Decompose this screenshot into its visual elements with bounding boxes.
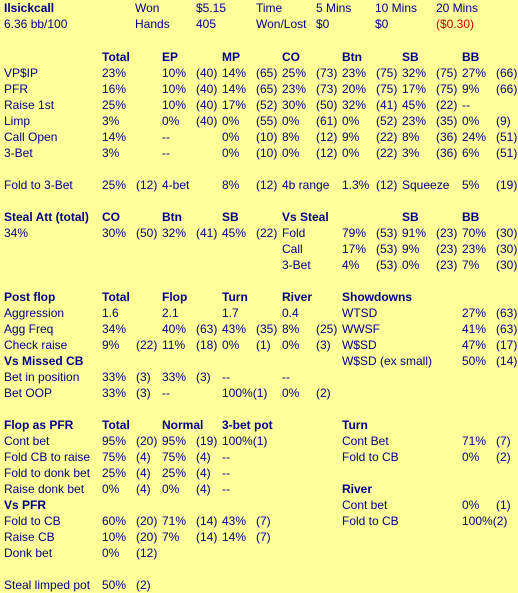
vs-steal-total: 79%	[342, 226, 367, 240]
preflop-mp-value: 14%	[222, 82, 247, 96]
vs-steal-total-sample: (53)	[376, 258, 398, 272]
vs-steal-title: Vs Steal	[282, 210, 329, 224]
vs-steal-header-bb: BB	[462, 210, 480, 224]
flop-pfr-normal-sample: (19)	[196, 434, 218, 448]
fourbet-range-value: 1.3%	[342, 178, 370, 192]
flop-pfr-normal: 95%	[162, 434, 187, 448]
fold-3bet-value: 25%	[102, 178, 127, 192]
hands-value: 405	[196, 17, 217, 31]
vs-pfr-normal-sample: (14)	[196, 530, 218, 544]
vs-steal-sb-sample: (23)	[436, 258, 458, 272]
vs-missed-cb-total: 33%	[102, 386, 127, 400]
flop-pfr-normal-sample: (4)	[196, 466, 211, 480]
postflop-flop: 40%	[162, 322, 187, 336]
flop-pfr-total: 75%	[102, 450, 127, 464]
vs-pfr-3bet: 14%	[222, 530, 247, 544]
preflop-bb-sample: (51)	[496, 146, 518, 160]
postflop-turn: 0%	[222, 338, 240, 352]
vs-pfr-total: 10%	[102, 530, 127, 544]
preflop-sb-value: 8%	[402, 130, 420, 144]
postflop-flop: 11%	[162, 338, 186, 352]
preflop-btn-value: 0%	[342, 114, 360, 128]
postflop-turn: 43%	[222, 322, 247, 336]
flop-pfr-total-sample: (4)	[136, 466, 151, 480]
preflop-ep-value: 0%	[162, 114, 180, 128]
preflop-row-label: VP$IP	[4, 66, 39, 80]
fourbet-range-sample: (12)	[376, 178, 398, 192]
preflop-sb-value: 23%	[402, 114, 427, 128]
flop-pfr-label: Fold to donk bet	[4, 466, 91, 480]
showdown-label: WTSD	[342, 306, 378, 320]
vs-pfr-3bet-sample: (7)	[256, 514, 271, 528]
preflop-ep-sample: (40)	[196, 114, 218, 128]
preflop-sb-value: 17%	[402, 82, 427, 96]
postflop-flop-sample: (18)	[196, 338, 218, 352]
showdown-value: 47%	[462, 338, 487, 352]
vs-pfr-total-sample: (12)	[136, 546, 158, 560]
preflop-co-sample: (73)	[316, 82, 338, 96]
postflop-river: 8%	[282, 322, 300, 336]
preflop-mp-value: 17%	[222, 98, 247, 112]
postflop-label: Check raise	[4, 338, 68, 352]
steal-header-co: CO	[102, 210, 120, 224]
time-20-value: ($0.30)	[436, 17, 475, 31]
flop-pfr-header-normal: Normal	[162, 418, 204, 432]
flop-pfr-total-sample: (4)	[136, 450, 151, 464]
preflop-btn-sample: (41)	[376, 98, 398, 112]
preflop-sb-value: 32%	[402, 66, 427, 80]
showdown-sample: (17)	[496, 338, 518, 352]
turn-label: Fold to CB	[342, 450, 399, 464]
showdown-label: W$SD	[342, 338, 377, 352]
steal-limped-value: 50%	[102, 578, 127, 592]
preflop-bb-sample: (66)	[496, 66, 518, 80]
preflop-co-value: 23%	[282, 82, 307, 96]
vs-missed-cb-flop: 33%	[162, 370, 187, 384]
fold-3bet-sample: (12)	[136, 178, 158, 192]
hands-label: Hands	[135, 17, 170, 31]
vs-steal-bb: 70%	[462, 226, 487, 240]
winrate: 6.36 bb/100	[4, 17, 68, 31]
vs-missed-cb-title: Vs Missed CB	[4, 354, 84, 368]
river-value: 0%	[462, 498, 480, 512]
vs-steal-bb-sample: (30)	[496, 226, 518, 240]
preflop-total: 14%	[102, 130, 127, 144]
showdown-label: W$SD (ex small)	[342, 354, 433, 368]
postflop-total: 34%	[102, 322, 127, 336]
flop-pfr-title: Flop as PFR	[4, 418, 74, 432]
vs-steal-total-sample: (53)	[376, 242, 398, 256]
preflop-btn-value: 0%	[342, 146, 360, 160]
preflop-mp-sample: (55)	[256, 114, 278, 128]
fourbet-range-label: 4b range	[282, 178, 330, 192]
vs-pfr-label: Raise CB	[4, 530, 55, 544]
turn-value: 0%	[462, 450, 480, 464]
vs-pfr-3bet: 43%	[222, 514, 247, 528]
preflop-co-value: 0%	[282, 146, 300, 160]
preflop-ep-sample: (40)	[196, 98, 218, 112]
vs-missed-cb-flop-sample: (3)	[196, 370, 211, 384]
vs-steal-sb-sample: (23)	[436, 226, 458, 240]
preflop-bb-value: 27%	[462, 66, 487, 80]
vs-steal-sb-sample: (23)	[436, 242, 458, 256]
flop-pfr-label: Raise donk bet	[4, 482, 85, 496]
preflop-header-bb: BB	[462, 50, 480, 64]
fold-3bet-label: Fold to 3-Bet	[4, 178, 73, 192]
steal-limped-sample: (2)	[136, 578, 151, 592]
postflop-river-sample: (3)	[316, 338, 331, 352]
steal-co: 30%	[102, 226, 127, 240]
time-5-label: 5 Mins	[316, 1, 352, 15]
preflop-row-label: PFR	[4, 82, 28, 96]
preflop-row-label: Raise 1st	[4, 98, 55, 112]
showdown-sample: (63)	[496, 322, 518, 336]
squeeze-sample: (19)	[496, 178, 518, 192]
vs-missed-cb-total: 33%	[102, 370, 127, 384]
preflop-ep-sample: (40)	[196, 66, 218, 80]
preflop-header-sb: SB	[402, 50, 419, 64]
preflop-sb-sample: (35)	[436, 114, 458, 128]
preflop-row-label: Call Open	[4, 130, 58, 144]
vs-pfr-3bet-sample: (7)	[256, 530, 271, 544]
postflop-title: Post flop	[4, 290, 56, 304]
river-label: Fold to CB	[342, 514, 399, 528]
vs-steal-sb: 91%	[402, 226, 427, 240]
preflop-row-label: 3-Bet	[4, 146, 33, 160]
won-label: Won	[135, 1, 160, 15]
vs-steal-total: 17%	[342, 242, 367, 256]
preflop-co-sample: (50)	[316, 98, 338, 112]
vs-steal-row-label: Call	[282, 242, 303, 256]
preflop-bb-value: --	[462, 98, 470, 112]
postflop-flop: 2.1	[162, 306, 179, 320]
preflop-header-co: CO	[282, 50, 300, 64]
turn-label: Cont Bet	[342, 434, 389, 448]
vs-pfr-total: 0%	[102, 546, 120, 560]
preflop-mp-value: 0%	[222, 114, 240, 128]
time-label: Time	[256, 1, 283, 15]
preflop-sb-sample: (22)	[436, 98, 458, 112]
postflop-header-flop: Flop	[162, 290, 188, 304]
preflop-mp-sample: (10)	[256, 130, 278, 144]
postflop-total: 1.6	[102, 306, 119, 320]
showdown-label: WWSF	[342, 322, 380, 336]
postflop-label: Aggression	[4, 306, 65, 320]
time-10-value: $0	[375, 17, 389, 31]
preflop-mp-sample: (52)	[256, 98, 278, 112]
vs-steal-row-label: 3-Bet	[282, 258, 311, 272]
preflop-total: 23%	[102, 66, 127, 80]
vs-pfr-normal: 7%	[162, 530, 180, 544]
preflop-mp-value: 0%	[222, 146, 240, 160]
preflop-sb-sample: (75)	[436, 66, 458, 80]
preflop-row-label: Limp	[4, 114, 31, 128]
turn-sample: (2)	[496, 450, 511, 464]
vs-missed-cb-flop: --	[162, 386, 170, 400]
steal-btn: 32%	[162, 226, 187, 240]
preflop-bb-value: 0%	[462, 114, 480, 128]
preflop-sb-value: 45%	[402, 98, 427, 112]
flop-pfr-normal-sample: (4)	[196, 450, 211, 464]
showdown-value: 27%	[462, 306, 487, 320]
preflop-btn-value: 20%	[342, 82, 367, 96]
preflop-header-total: Total	[102, 50, 130, 64]
steal-sb-sample: (22)	[256, 226, 278, 240]
preflop-total: 3%	[102, 114, 120, 128]
flop-pfr-total: 0%	[102, 482, 120, 496]
postflop-river-sample: (25)	[316, 322, 338, 336]
vs-steal-bb-sample: (30)	[496, 242, 518, 256]
wonlost-label: Won/Lost	[256, 17, 307, 31]
squeeze-label: Squeeze	[402, 178, 450, 192]
vs-missed-cb-total-sample: (3)	[136, 386, 151, 400]
vs-missed-cb-turn: --	[222, 370, 230, 384]
fourbet-value: 8%	[222, 178, 240, 192]
preflop-btn-sample: (22)	[376, 146, 398, 160]
vs-missed-cb-label: Bet OOP	[4, 386, 53, 400]
flop-pfr-normal: 75%	[162, 450, 187, 464]
postflop-label: Agg Freq	[4, 322, 54, 336]
preflop-mp-sample: (65)	[256, 66, 278, 80]
preflop-ep-value: 10%	[162, 66, 187, 80]
showdown-value: 50%	[462, 354, 487, 368]
showdowns-title: Showdowns	[342, 290, 412, 304]
preflop-btn-sample: (75)	[376, 82, 398, 96]
preflop-sb-sample: (75)	[436, 82, 458, 96]
vs-pfr-normal: 71%	[162, 514, 187, 528]
vs-steal-row-label: Fold	[282, 226, 306, 240]
preflop-mp-sample: (65)	[256, 82, 278, 96]
preflop-co-value: 0%	[282, 114, 300, 128]
fourbet-sample: (12)	[256, 178, 278, 192]
preflop-ep-value: --	[162, 130, 170, 144]
preflop-btn-value: 9%	[342, 130, 360, 144]
preflop-bb-value: 24%	[462, 130, 487, 144]
showdown-sample: (63)	[496, 306, 518, 320]
showdown-value: 41%	[462, 322, 487, 336]
flop-pfr-header-3bet: 3-bet pot	[222, 418, 273, 432]
preflop-btn-sample: (52)	[376, 114, 398, 128]
vs-steal-total: 4%	[342, 258, 360, 272]
flop-pfr-3bet: --	[222, 450, 230, 464]
vs-pfr-total: 60%	[102, 514, 127, 528]
steal-title: Steal Att (total)	[4, 210, 89, 224]
preflop-total: 16%	[102, 82, 127, 96]
preflop-co-sample: (12)	[316, 146, 338, 160]
preflop-co-value: 30%	[282, 98, 307, 112]
turn-value: 71%	[462, 434, 487, 448]
preflop-co-sample: (73)	[316, 66, 338, 80]
postflop-river: 0%	[282, 338, 300, 352]
flop-pfr-3bet: --	[222, 466, 230, 480]
preflop-btn-sample: (22)	[376, 130, 398, 144]
preflop-mp-value: 0%	[222, 130, 240, 144]
turn-sample: (7)	[496, 434, 511, 448]
flop-pfr-normal: 25%	[162, 466, 187, 480]
flop-pfr-total-sample: (20)	[136, 434, 158, 448]
vs-missed-cb-river-sample: (2)	[316, 386, 331, 400]
vs-missed-cb-river: 0%	[282, 386, 300, 400]
preflop-mp-sample: (10)	[256, 146, 278, 160]
preflop-btn-value: 23%	[342, 66, 367, 80]
preflop-mp-value: 14%	[222, 66, 247, 80]
time-5-value: $0	[316, 17, 330, 31]
vs-missed-cb-river: --	[282, 370, 290, 384]
preflop-btn-value: 32%	[342, 98, 367, 112]
postflop-river: 0.4	[282, 306, 299, 320]
postflop-turn: 1.7	[222, 306, 239, 320]
preflop-total: 3%	[102, 146, 120, 160]
preflop-co-sample: (61)	[316, 114, 338, 128]
preflop-bb-value: 6%	[462, 146, 480, 160]
preflop-total: 25%	[102, 98, 127, 112]
postflop-flop-sample: (63)	[196, 322, 218, 336]
squeeze-value: 5%	[462, 178, 480, 192]
vs-pfr-title: Vs PFR	[4, 498, 47, 512]
vs-steal-sb: 0%	[402, 258, 420, 272]
preflop-bb-sample: (51)	[496, 130, 518, 144]
player-name: Ilsickcall	[4, 1, 55, 15]
preflop-bb-value: 9%	[462, 82, 480, 96]
vs-missed-cb-turn: 100%(1)	[222, 386, 268, 400]
steal-btn-sample: (41)	[196, 226, 218, 240]
flop-pfr-total-sample: (4)	[136, 482, 151, 496]
river-title: River	[342, 482, 373, 496]
vs-pfr-label: Fold to CB	[4, 514, 61, 528]
time-20-label: 20 Mins	[436, 1, 479, 15]
flop-pfr-total: 95%	[102, 434, 127, 448]
river-sample: (1)	[496, 498, 511, 512]
preflop-header-btn: Btn	[342, 50, 362, 64]
flop-pfr-header-total: Total	[102, 418, 130, 432]
river-value: 100%(2)	[462, 514, 508, 528]
vs-steal-header-sb: SB	[402, 210, 419, 224]
preflop-sb-sample: (36)	[436, 130, 458, 144]
won-value: $5.15	[196, 1, 227, 15]
preflop-sb-sample: (36)	[436, 146, 458, 160]
postflop-header-river: River	[282, 290, 313, 304]
steal-co-sample: (50)	[136, 226, 158, 240]
postflop-turn-sample: (35)	[256, 322, 278, 336]
time-10-label: 10 Mins	[375, 1, 418, 15]
fourbet-label: 4-bet	[162, 178, 190, 192]
vs-steal-bb-sample: (30)	[496, 258, 518, 272]
preflop-co-value: 25%	[282, 66, 307, 80]
vs-pfr-total-sample: (20)	[136, 530, 158, 544]
river-label: Cont bet	[342, 498, 388, 512]
flop-pfr-3bet: 100%(1)	[222, 434, 268, 448]
flop-pfr-3bet: --	[222, 482, 230, 496]
preflop-co-value: 8%	[282, 130, 300, 144]
steal-limped-label: Steal limped pot	[4, 578, 91, 592]
vs-steal-sb: 9%	[402, 242, 420, 256]
showdown-sample: (14)	[496, 354, 518, 368]
preflop-ep-value: 10%	[162, 98, 187, 112]
flop-pfr-total: 25%	[102, 466, 127, 480]
preflop-ep-value: 10%	[162, 82, 187, 96]
preflop-bb-sample: (66)	[496, 82, 518, 96]
preflop-sb-value: 3%	[402, 146, 420, 160]
preflop-btn-sample: (75)	[376, 66, 398, 80]
vs-pfr-total-sample: (20)	[136, 514, 158, 528]
steal-header-btn: Btn	[162, 210, 182, 224]
flop-pfr-normal-sample: (4)	[196, 482, 211, 496]
flop-pfr-normal: 0%	[162, 482, 180, 496]
turn-title: Turn	[342, 418, 368, 432]
preflop-header-mp: MP	[222, 50, 240, 64]
steal-total: 34%	[4, 226, 29, 240]
steal-sb: 45%	[222, 226, 247, 240]
vs-steal-bb: 7%	[462, 258, 480, 272]
vs-pfr-label: Donk bet	[4, 546, 53, 560]
flop-pfr-label: Fold CB to raise	[4, 450, 91, 464]
preflop-ep-sample: (40)	[196, 82, 218, 96]
steal-header-sb: SB	[222, 210, 239, 224]
preflop-header-ep: EP	[162, 50, 179, 64]
postflop-header-turn: Turn	[222, 290, 248, 304]
vs-missed-cb-label: Bet in position	[4, 370, 80, 384]
flop-pfr-label: Cont bet	[4, 434, 50, 448]
preflop-co-sample: (12)	[316, 130, 338, 144]
preflop-ep-value: --	[162, 146, 170, 160]
vs-missed-cb-total-sample: (3)	[136, 370, 151, 384]
postflop-header-total: Total	[102, 290, 130, 304]
postflop-turn-sample: (1)	[256, 338, 271, 352]
vs-steal-total-sample: (53)	[376, 226, 398, 240]
postflop-total: 9%	[102, 338, 120, 352]
preflop-bb-sample: (9)	[496, 114, 511, 128]
postflop-total-sample: (22)	[136, 338, 158, 352]
vs-steal-bb: 23%	[462, 242, 487, 256]
vs-pfr-normal-sample: (14)	[196, 514, 218, 528]
